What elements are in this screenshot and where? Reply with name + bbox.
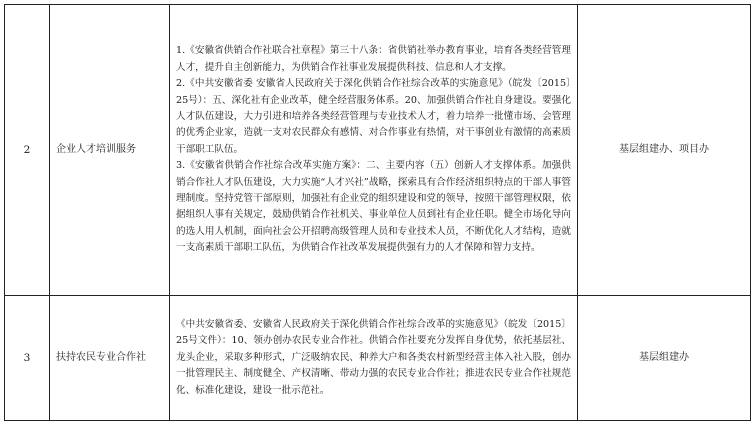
table-row bbox=[5, 296, 751, 421]
service-table bbox=[4, 4, 751, 421]
row-number: 3 bbox=[5, 296, 50, 421]
responsible-department: 基层组建办 bbox=[578, 296, 751, 421]
basis-paragraph: 3.《安徽省供销合作社综合改革实施方案》：二、主要内容（五）创新人才支撑体系。加强供销合作社人才队伍建设，大力实施“人才兴社”战略，探索具有合作经济组织特点的干部人事管理制度。坚持党管干部原则，加强社有企业党的组织建设和党的领导，按照干部管理权限，依据组织人事有关规定，鼓励供销合作社机关、事业单位人员到社有企业任职。健全市场化导向的选人用人机制，面向社会公开招聘高级管理人员和专业技术人员，不断优化人才结构，造就一支高素质干部职工队伍，为供销合作社改革发展提供强有力的人才保障和智力支持。 bbox=[176, 160, 571, 254]
table-row bbox=[5, 5, 751, 296]
responsible-department: 基层组建办、项目办 bbox=[578, 5, 751, 296]
legal-basis bbox=[170, 296, 578, 421]
legal-basis bbox=[170, 5, 578, 296]
basis-paragraph: 2.《中共安徽省委 安徽省人民政府关于深化供销合作社综合改革的实施意见》（皖发〔2015〕25号）：五、深化社有企业改革，健全经营服务体系。20、加强供销合作社自身建设。要强化人才队伍建设，大力引进和培养各类经营管理与专业技术人才，着力培养一批懂市场、会管理的优秀企业家，造就一支对农民群众有感情、对合作事业有热情，对干事创业有激情的高素质干部职工队伍。 bbox=[176, 78, 571, 155]
row-number: 2 bbox=[5, 5, 50, 296]
basis-paragraph: 1.《安徽省供销合作社联合社章程》第三十八条：省供销社举办教育事业，培育各类经营管理人才，提升自主创新能力，为供销合作社事业发展提供科技、信息和人才支撑。 bbox=[176, 45, 571, 73]
service-name: 扶持农民专业合作社 bbox=[50, 296, 170, 421]
basis-paragraph: 《中共安徽省委、安徽省人民政府关于深化供销合作社综合改革的实施意见》（皖发〔2015〕25号文件）：10、领办创办农民专业合作社。供销合作社要充分发挥自身优势，依托基层社、龙头企业，采取多种形式，广泛吸纳农民、种养大户和各类农村新型经营主体入社入股，创办一批管理民主、制度健全、产权清晰、带动力强的农民专业合作社；推进农民专业合作社规范化、标准化建设，建设一批示范社。 bbox=[176, 318, 571, 396]
service-name: 企业人才培训服务 bbox=[50, 5, 170, 296]
